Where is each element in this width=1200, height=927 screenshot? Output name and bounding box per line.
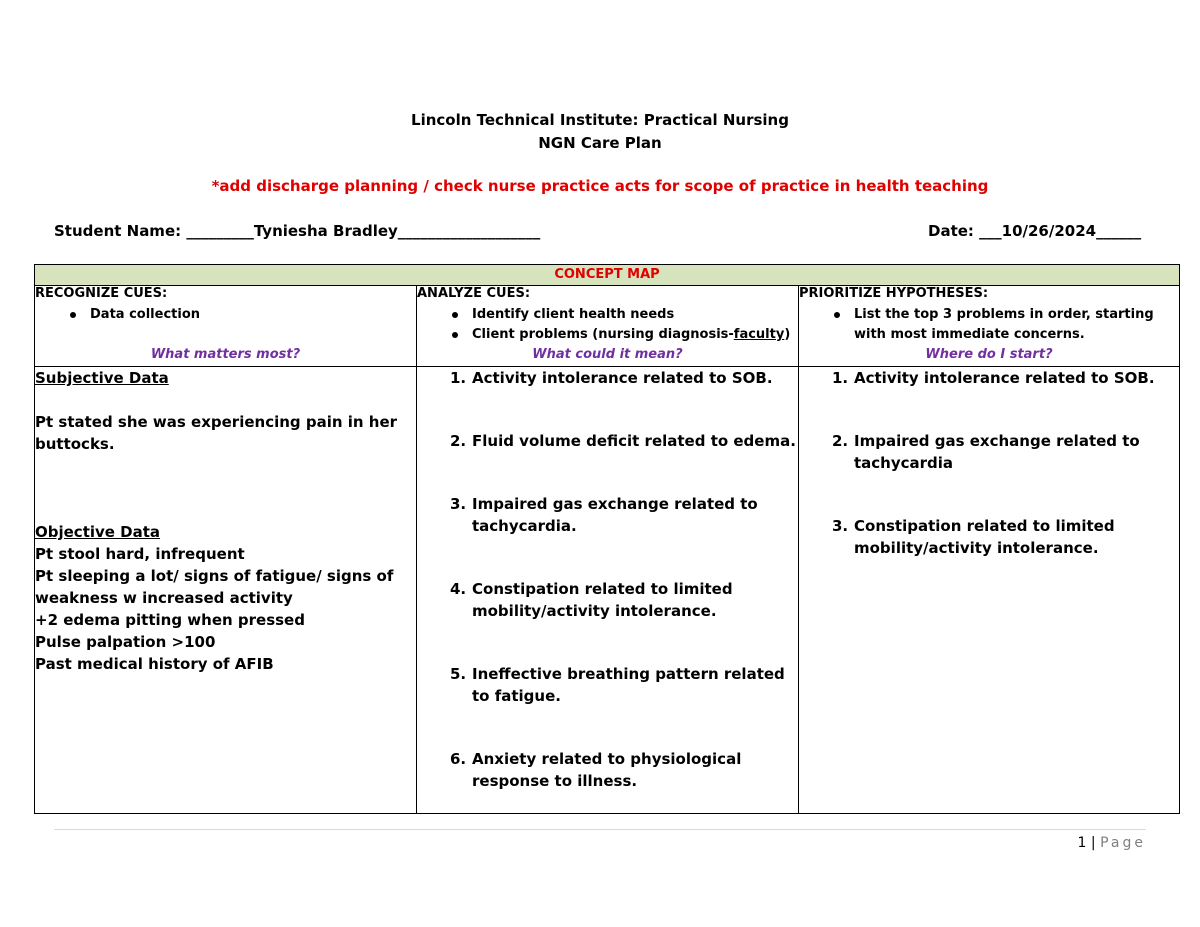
priority-item — [799, 515, 1179, 559]
bullet-text: Client problems (nursing diagnosis- — [472, 327, 734, 342]
item-number: 6. — [450, 750, 467, 768]
prioritize-hypotheses-header — [799, 286, 1180, 367]
item-text: Activity intolerance related to SOB. — [854, 369, 1155, 387]
item-number: 2. — [450, 432, 467, 450]
subjective-data-label: Subjective Data — [35, 369, 169, 387]
prioritize-hypotheses-cell — [799, 367, 1180, 814]
concept-map-banner: CONCEPT MAP — [35, 265, 1180, 286]
bullet-item: Identify client health needs — [472, 305, 798, 325]
subjective-data-text: Pt stated she was experiencing pain in her buttocks. — [35, 413, 398, 453]
analyze-cues-header — [417, 286, 799, 367]
underlined-word: faculty — [733, 327, 785, 342]
guiding-question: What matters most? — [150, 347, 301, 362]
item-number: 1. — [450, 369, 467, 387]
diagnosis-item — [417, 663, 798, 707]
footer-divider — [54, 829, 1146, 830]
recognize-cues-header — [35, 286, 417, 367]
objective-data-label: Objective Data — [35, 523, 161, 541]
item-number: 2. — [832, 432, 849, 450]
item-text: Impaired gas exchange related to tachycardia — [854, 432, 1140, 472]
concept-map-table — [34, 264, 1180, 814]
item-number: 3. — [832, 517, 849, 535]
diagnosis-item — [417, 578, 798, 622]
objective-line: Pulse palpation >100 — [35, 633, 216, 651]
diagnosis-item — [417, 430, 798, 452]
guiding-question: What could it mean? — [532, 347, 683, 362]
item-text: Constipation related to limited mobility/activity intolerance. — [472, 580, 733, 620]
page-number: 1 — [1077, 835, 1087, 851]
objective-line: Past medical history of AFIB — [35, 655, 274, 673]
item-text: Ineffective breathing pattern related to fatigue. — [472, 665, 785, 705]
column-heading: ANALYZE CUES: — [417, 286, 531, 301]
page-separator: | — [1090, 835, 1096, 851]
diagnosis-item — [417, 493, 798, 537]
item-number: 1. — [832, 369, 849, 387]
item-text: Activity intolerance related to SOB. — [472, 369, 773, 387]
bullet-item: Data collection — [90, 305, 416, 325]
item-text: Anxiety related to physiological response to illness. — [472, 750, 742, 790]
objective-line: Pt stool hard, infrequent — [35, 545, 245, 563]
item-text: Impaired gas exchange related to tachycardia. — [472, 495, 758, 535]
instruction-note: *add discharge planning / check nurse practice acts for scope of practice in health teaching — [211, 177, 989, 195]
page-label: Page — [1100, 835, 1146, 851]
bullet-suffix: ) — [784, 327, 791, 342]
item-text: Constipation related to limited mobility/activity intolerance. — [854, 517, 1115, 557]
bullet-item: List the top 3 problems in order, starting with most immediate concerns. — [854, 305, 1179, 345]
student-name-line: Student Name: _________Tyniesha Bradley___________________ — [54, 222, 541, 240]
analyze-cues-cell — [417, 367, 799, 814]
item-number: 5. — [450, 665, 467, 683]
column-heading: PRIORITIZE HYPOTHESES: — [799, 286, 989, 301]
objective-line: Pt sleeping a lot/ signs of fatigue/ signs of weakness w increased activity — [35, 567, 394, 607]
guiding-question: Where do I start? — [925, 347, 1053, 362]
objective-line: +2 edema pitting when pressed — [35, 611, 305, 629]
item-number: 4. — [450, 580, 467, 598]
priority-item — [799, 430, 1179, 474]
priority-item — [799, 367, 1179, 389]
diagnosis-item — [417, 748, 798, 792]
diagnosis-item — [417, 367, 798, 389]
item-number: 3. — [450, 495, 467, 513]
document-title: Lincoln Technical Institute: Practical Nursing — [411, 111, 789, 129]
date-line: Date: ___10/26/2024______ — [928, 222, 1142, 240]
page-number-footer — [1078, 835, 1146, 851]
document-subtitle: NGN Care Plan — [538, 134, 662, 152]
cues-data-cell — [35, 367, 417, 814]
item-text: Fluid volume deficit related to edema. — [472, 432, 796, 450]
column-heading: RECOGNIZE CUES: — [35, 286, 168, 301]
bullet-item — [472, 325, 798, 345]
